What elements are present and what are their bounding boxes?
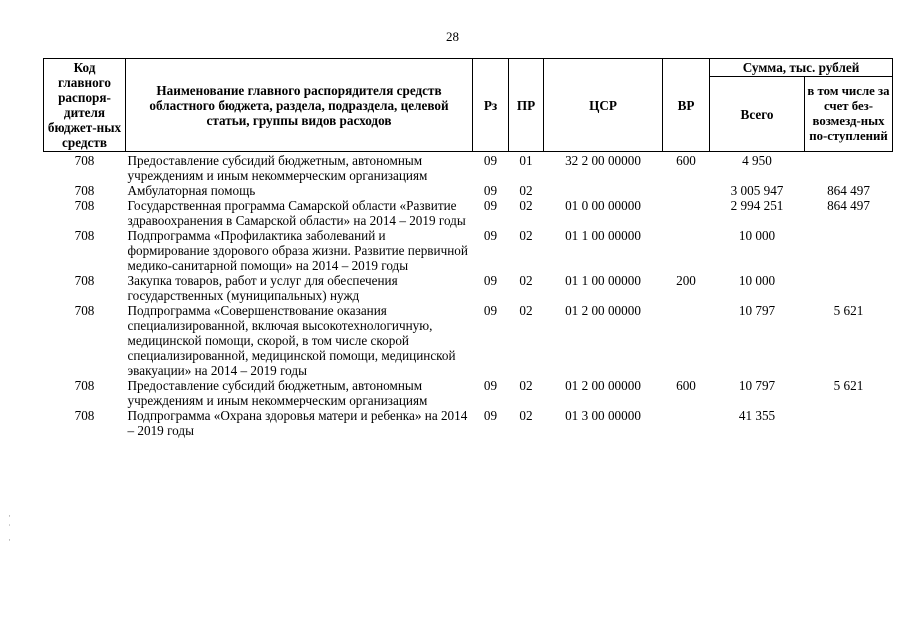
cell-rz: 09 bbox=[483, 303, 498, 318]
header-code: Код главного распоря-дителя бюджет-ных средств bbox=[44, 59, 126, 152]
cell-incl: 864 497 bbox=[827, 183, 870, 198]
cell-name: Предоставление субсидий бюджетным, автономным учреждениям и иным некоммерческим организациям bbox=[127, 153, 428, 183]
cell-rz: 09 bbox=[483, 378, 498, 393]
cell-vr bbox=[663, 303, 710, 378]
cell-incl: 5 621 bbox=[833, 378, 864, 393]
table-row bbox=[44, 408, 893, 438]
cell-name: Подпрограмма «Профилактика заболеваний и формирование здорового образа жизни. Развитие первичной медико-санитарной помощи» на 2014 – 2019 годы bbox=[127, 228, 468, 273]
table-row bbox=[44, 378, 893, 408]
table-row bbox=[44, 198, 893, 228]
cell-code: 708 bbox=[74, 408, 95, 423]
cell-incl bbox=[805, 228, 893, 273]
table-row bbox=[44, 273, 893, 303]
cell-vr bbox=[663, 408, 710, 438]
table-row bbox=[44, 152, 893, 184]
cell-vr: 600 bbox=[676, 153, 696, 168]
budget-table bbox=[43, 58, 893, 438]
cell-rz: 09 bbox=[483, 273, 498, 288]
cell-name: Предоставление субсидий бюджетным, автономным учреждениям и иным некоммерческим организациям bbox=[127, 378, 428, 408]
cell-rz: 09 bbox=[483, 153, 498, 168]
cell-total: 10 000 bbox=[738, 228, 776, 243]
table-header bbox=[44, 59, 893, 152]
header-sum-group: Сумма, тыс. рублей bbox=[710, 59, 893, 77]
cell-csr: 01 0 00 00000 bbox=[565, 198, 641, 213]
cell-pr: 01 bbox=[519, 153, 533, 168]
cell-csr: 01 1 00 00000 bbox=[565, 228, 641, 243]
header-rz: Рз bbox=[473, 59, 509, 152]
cell-total: 3 005 947 bbox=[730, 183, 784, 198]
cell-vr bbox=[663, 198, 710, 228]
cell-incl bbox=[805, 408, 893, 438]
cell-name: Амбулаторная помощь bbox=[127, 183, 256, 198]
cell-pr: 02 bbox=[519, 273, 533, 288]
cell-csr: 01 3 00 00000 bbox=[565, 408, 641, 423]
cell-vr bbox=[663, 183, 710, 198]
cell-csr: 32 2 00 00000 bbox=[565, 153, 641, 168]
header-total: Всего bbox=[710, 77, 805, 152]
table-body bbox=[44, 152, 893, 439]
header-pr: ПР bbox=[509, 59, 544, 152]
cell-vr: 200 bbox=[676, 273, 696, 288]
header-name: Наименование главного распорядителя средств областного бюджета, раздела, подраздела, целевой статьи, группы видов расходов bbox=[126, 59, 473, 152]
cell-csr: 01 1 00 00000 bbox=[565, 273, 641, 288]
cell-pr: 02 bbox=[519, 183, 533, 198]
cell-code: 708 bbox=[74, 153, 95, 168]
table-row bbox=[44, 183, 893, 198]
cell-total: 10 797 bbox=[738, 378, 776, 393]
header-vr: ВР bbox=[663, 59, 710, 152]
cell-name: Подпрограмма «Охрана здоровья матери и ребенка» на 2014 – 2019 годы bbox=[127, 408, 468, 438]
cell-csr: 01 2 00 00000 bbox=[565, 303, 641, 318]
cell-rz: 09 bbox=[483, 198, 498, 213]
cell-code: 708 bbox=[74, 303, 95, 318]
cell-name: Государственная программа Самарской области «Развитие здравоохранения в Самарской области» на 2014 – 2019 годы bbox=[127, 198, 466, 228]
cell-pr: 02 bbox=[519, 408, 533, 423]
cell-code: 708 bbox=[74, 378, 95, 393]
cell-name: Закупка товаров, работ и услуг для обеспечения государственных (муниципальных) нужд bbox=[127, 273, 398, 303]
cell-incl bbox=[805, 152, 893, 184]
table-row bbox=[44, 303, 893, 378]
cell-rz: 09 bbox=[483, 183, 498, 198]
cell-code: 708 bbox=[74, 183, 95, 198]
cell-pr: 02 bbox=[519, 198, 533, 213]
cell-total: 10 797 bbox=[738, 303, 776, 318]
cell-rz: 09 bbox=[483, 228, 498, 243]
table-row bbox=[44, 228, 893, 273]
cell-incl bbox=[805, 273, 893, 303]
cell-csr bbox=[544, 183, 663, 198]
cell-code: 708 bbox=[74, 228, 95, 243]
cell-pr: 02 bbox=[519, 228, 533, 243]
cell-vr bbox=[663, 228, 710, 273]
scan-margin-marks: · ˙ · bbox=[8, 511, 11, 545]
header-including: в том числе за счет без-возмезд-ных по-ступлений bbox=[805, 77, 893, 152]
cell-name: Подпрограмма «Совершенствование оказания специализированной, включая высокотехнологичную, медицинской помощи, скорой, в том числе скорой специализированной, медицинской помощи, медицинской эвакуации» на 2014 – 2019 годы bbox=[127, 303, 456, 378]
cell-total: 2 994 251 bbox=[730, 198, 784, 213]
cell-code: 708 bbox=[74, 273, 95, 288]
cell-code: 708 bbox=[74, 198, 95, 213]
header-csr: ЦСР bbox=[544, 59, 663, 152]
cell-pr: 02 bbox=[519, 378, 533, 393]
cell-csr: 01 2 00 00000 bbox=[565, 378, 641, 393]
cell-incl: 5 621 bbox=[833, 303, 864, 318]
cell-incl: 864 497 bbox=[827, 198, 870, 213]
cell-total: 4 950 bbox=[742, 153, 772, 168]
cell-total: 10 000 bbox=[738, 273, 776, 288]
cell-rz: 09 bbox=[483, 408, 498, 423]
cell-pr: 02 bbox=[519, 303, 533, 318]
page-number: 28 bbox=[446, 29, 459, 44]
cell-total: 41 355 bbox=[738, 408, 776, 423]
cell-vr: 600 bbox=[676, 378, 696, 393]
